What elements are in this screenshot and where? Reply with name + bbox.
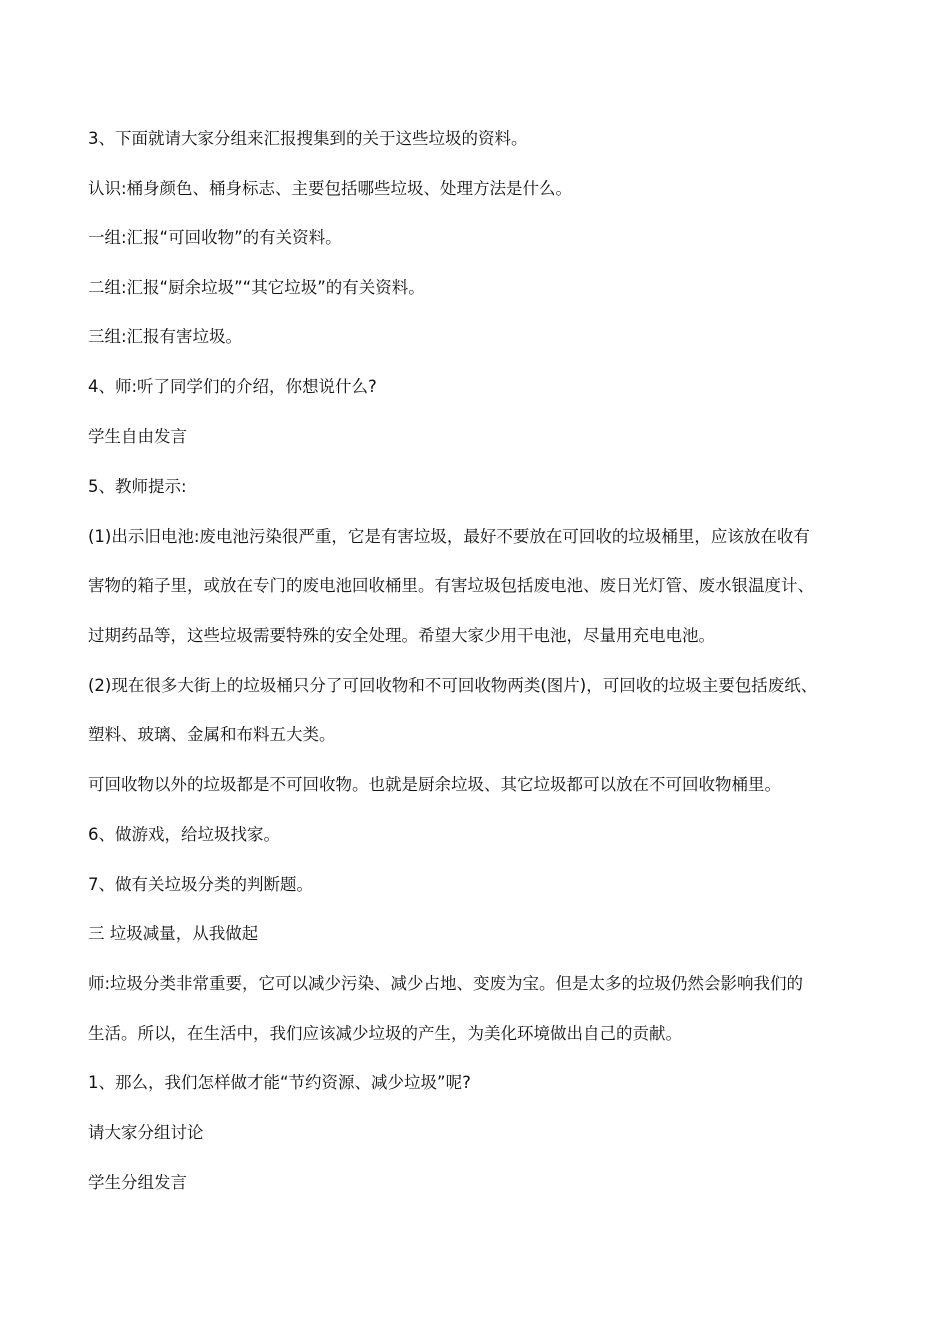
section-heading: 三 垃圾减量，从我做起	[88, 924, 259, 943]
text-line: 一组:汇报“可回收物”的有关资料。	[88, 228, 342, 247]
text-line: 学生分组发言	[88, 1173, 187, 1192]
text-line: 生活。所以，在生活中，我们应该减少垃圾的产生，为美化环境做出自己的贡献。	[88, 1024, 682, 1043]
text-line: (2)现在很多大街上的垃圾桶只分了可回收物和不可回收物两类(图片)，可回收的垃圾主要包括废纸、	[88, 676, 818, 695]
text-line: 学生自由发言	[88, 427, 187, 446]
text-line: 请大家分组讨论	[88, 1123, 204, 1142]
text-line: 可回收物以外的垃圾都是不可回收物。也就是厨余垃圾、其它垃圾都可以放在不可回收物桶里。	[88, 775, 781, 794]
text-line: 害物的箱子里，或放在专门的废电池回收桶里。有害垃圾包括废电池、废日光灯管、废水银温度计、	[88, 576, 814, 595]
text-line: (1)出示旧电池:废电池污染很严重，它是有害垃圾，最好不要放在可回收的垃圾桶里，应该放在收有	[88, 527, 810, 546]
text-line: 4、师:听了同学们的介绍，你想说什么?	[88, 377, 377, 396]
text-line: 师:垃圾分类非常重要，它可以减少污染、减少占地、变废为宝。但是太多的垃圾仍然会影响我们的	[88, 974, 804, 993]
text-line: 6、做游戏，给垃圾找家。	[88, 825, 280, 844]
text-line: 三组:汇报有害垃圾。	[88, 327, 243, 346]
text-line: 3、下面就请大家分组来汇报搜集到的关于这些垃圾的资料。	[88, 129, 528, 148]
text-line: 塑料、玻璃、金属和布料五大类。	[88, 725, 336, 744]
text-line: 5、教师提示:	[88, 477, 187, 496]
text-line: 过期药品等，这些垃圾需要特殊的安全处理。希望大家少用干电池，尽量用充电电池。	[88, 626, 715, 645]
text-line: 认识:桶身颜色、桶身标志、主要包括哪些垃圾、处理方法是什么。	[88, 179, 573, 198]
text-line: 7、做有关垃圾分类的判断题。	[88, 875, 313, 894]
text-line: 二组:汇报“厨余垃圾”“其它垃圾”的有关资料。	[88, 278, 425, 297]
text-line: 1、那么，我们怎样做才能“节约资源、减少垃圾”呢?	[88, 1073, 471, 1092]
